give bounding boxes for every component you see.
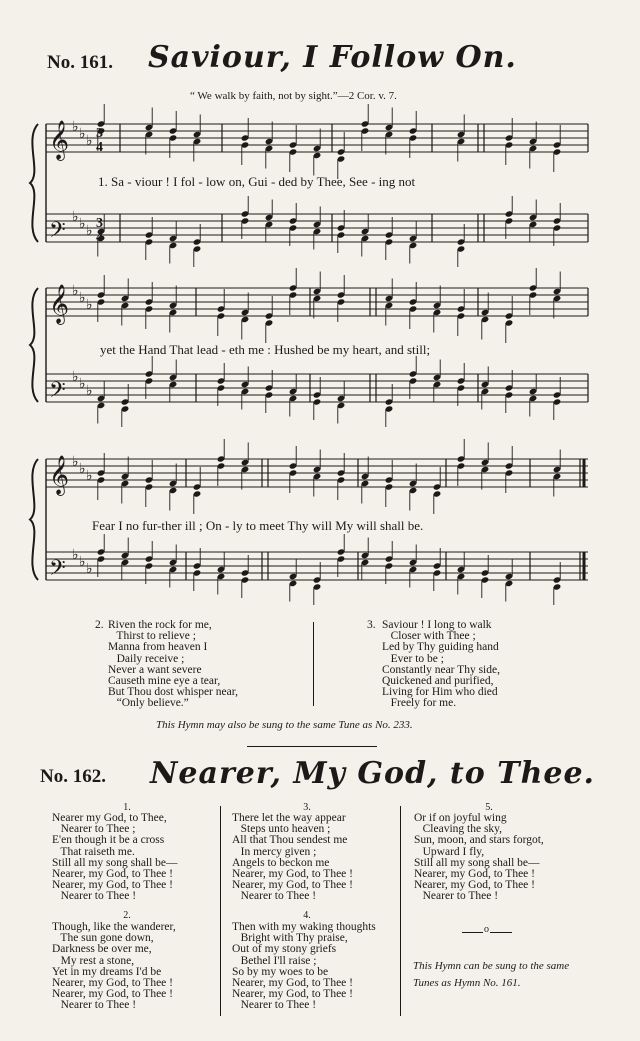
flat-icon: ♭ [86,468,93,484]
h162-verse-4-number: 4. [303,910,311,921]
time-signature: 3 [96,126,103,141]
flat-icon: ♭ [79,461,86,477]
flat-icon: ♭ [86,223,93,239]
flat-icon: ♭ [79,554,86,570]
flat-icon: ♭ [72,209,79,225]
h162-verse-3-number: 3. [303,802,311,813]
flat-icon: ♭ [79,216,86,232]
hymn-161-footnote: This Hymn may also be sung to the same Tune as No. 233. [156,719,413,731]
verse-divider [313,622,314,706]
h162-verse-3-text: There let the way appear Steps unto heaven ; All that Thou sendest me In mercy given ; Angels to beckon me Nearer, my God, to Thee ! Nearer, my God, to Thee ! Nearer to Thee ! [232,812,353,903]
hymn-161-title: Saviour, I Follow On. [148,40,517,75]
flat-icon: ♭ [79,376,86,392]
bass-clef-icon: 𝄢 [49,218,66,248]
treble-clef-icon: 𝄞 [49,120,70,160]
time-signature: 3 [96,216,103,231]
flat-icon: ♭ [79,126,86,142]
flat-icon: ♭ [86,561,93,577]
lyrics-line-1: 1. Sa - viour ! I fol - low on, Gui - ded by Thee, See - ing not [98,174,416,189]
hymn-162-number: No. 162. [40,766,106,787]
system-brace [30,459,38,580]
time-signature: 4 [96,230,103,245]
h162-verse-5-number: 5. [485,802,493,813]
h162-verse-1-text: Nearer my God, to Thee, Nearer to Thee ; E'en though it be a cross That raiseth me. Still all my song shall be— Nearer, my God, to Thee ! Nearer, my God, to Thee ! Nearer to Thee ! [52,812,178,903]
ornament-divider: o [462,926,512,938]
flat-icon: ♭ [79,290,86,306]
flat-icon: ♭ [86,297,93,313]
flat-icon: ♭ [72,454,79,470]
h162-verse-4-text: Then with my waking thoughts Bright with Thy praise, Out of my stony griefs Bethel I'll raise ; So by my woes to be Nearer, my God, to Thee ! Nearer, my God, to Thee ! Nearer to Thee ! [232,921,376,1012]
lyrics-line-2: yet the Hand That lead - eth me : Hushed be my heart, and still; [100,342,431,357]
treble-clef-icon: 𝄞 [49,455,70,495]
flat-icon: ♭ [86,383,93,399]
bass-clef-icon: 𝄢 [49,378,66,408]
h162-verse-5-text: Or if on joyful wing Cleaving the sky, Sun, moon, and stars forgot, Upward I fly, Still all my song shall be— Nearer, my God, to Thee ! Nearer, my God, to Thee ! Nearer to Thee ! [414,812,544,903]
verse-2-number: 2. [95,619,104,631]
hymn-162-footnote: This Hymn can be sung to the same Tunes as Hymn No. 161. [413,960,570,989]
flat-icon: ♭ [86,133,93,149]
verse-3-text: Saviour ! I long to walk Closer with Thee ; Led by Thy guiding hand Ever to be ; Constantly near Thy side, Quickened and purified, Living for Him who died Freely for me. [382,619,500,710]
flat-icon: ♭ [72,283,79,299]
flat-icon: ♭ [72,369,79,385]
flat-icon: ♭ [72,119,79,135]
section-rule [247,746,377,747]
time-signature: 4 [96,140,103,155]
bass-clef-icon: 𝄢 [49,556,66,586]
h162-verse-1-number: 1. [123,802,131,813]
system-brace [30,124,38,242]
lyrics-line-3: Fear I no fur-ther ill ; On - ly to meet Thy will My will shall be. [92,518,424,533]
hymn-161-number: No. 161. [47,52,113,73]
hymn-161-epigraph: “ We walk by faith, not by sight.”—2 Cor. v. 7. [190,90,397,102]
verse-2-text: Riven the rock for me, Thirst to relieve ; Manna from heaven I Daily receive ; Never a want severe Causeth mine eye a tear, But Thou dost whisper near, “Only believe.” [108,619,238,710]
column-divider-2 [400,806,401,1016]
column-divider-1 [220,806,221,1016]
h162-verse-2-number: 2. [123,910,131,921]
verse-3-number: 3. [367,619,376,631]
system-brace [30,288,38,402]
h162-verse-2-text: Though, like the wanderer, The sun gone down, Darkness be over me, My rest a stone, Yet in my dreams I'd be Nearer, my God, to Thee ! Nearer, my God, to Thee ! Nearer to Thee ! [52,921,176,1012]
treble-clef-icon: 𝄞 [49,284,70,324]
flat-icon: ♭ [72,547,79,563]
hymn-162-title: Nearer, My God, to Thee. [150,756,595,791]
